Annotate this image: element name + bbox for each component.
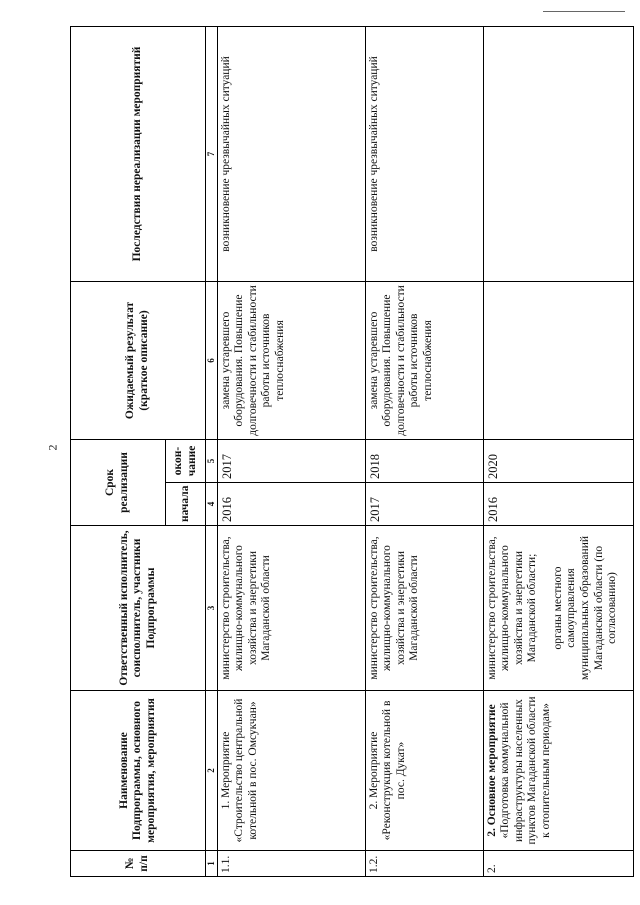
row-name <box>217 691 365 851</box>
row-consequences: возникновение чрезвычайных ситуаций <box>365 26 483 281</box>
column-numbers-row <box>206 26 218 876</box>
col-number: 3 <box>206 526 218 691</box>
table-row <box>217 26 365 876</box>
row-start: 2016 <box>483 483 633 526</box>
col-number: 7 <box>206 26 218 281</box>
row-num: 1.2. <box>365 851 483 877</box>
measure-description: «Подготовка коммунальной инфраструктуры населенных пунктов Магаданской области к отопительным периодам» <box>499 696 552 845</box>
measure-title: 1. Мероприятие <box>219 731 232 810</box>
table-row <box>365 26 483 876</box>
row-consequences <box>483 26 633 281</box>
header-responsible: Ответственный исполнитель, соисполнитель, участники Подпрограммы <box>71 526 206 691</box>
row-num: 2. <box>483 851 633 877</box>
measure-description: «Строительство центральной котельной в пос. Омсукчан» <box>233 698 259 843</box>
row-name <box>365 691 483 851</box>
row-end: 2020 <box>483 439 633 482</box>
row-consequences: возникновение чрезвычайных ситуаций <box>217 26 365 281</box>
row-result: замена устаревшего оборудования. Повышение долговечности и стабильности работы источников теплоснабжения <box>365 281 483 439</box>
header-num: № п/п <box>71 851 206 877</box>
measure-description: «Реконструкция котельной в пос. Дукат» <box>381 700 407 841</box>
spacer <box>540 529 552 687</box>
header-result: Ожидаемый результат (краткое описание) <box>71 281 206 439</box>
col-number: 1 <box>206 851 218 877</box>
page-number: 2 <box>45 444 60 451</box>
header-name: Наименование Подпрограммы, основного мероприятия, мероприятия <box>71 691 206 851</box>
header-consequences: Последствия нереализации мероприятий <box>71 26 206 281</box>
top-rule <box>543 11 625 12</box>
table-row <box>483 26 633 876</box>
col-number: 6 <box>206 281 218 439</box>
row-responsible: министерство строительства, жилищно-коммунального хозяйства и энергетики Магаданской области <box>365 526 483 691</box>
col-number: 4 <box>206 483 218 526</box>
measures-table <box>70 26 634 877</box>
row-responsible: министерство строительства, жилищно-коммунального хозяйства и энергетики Магаданской области <box>217 526 365 691</box>
row-end: 2018 <box>365 439 483 482</box>
col-number: 2 <box>206 691 218 851</box>
measure-title: 2. Основное мероприятие <box>485 704 498 837</box>
row-responsible <box>483 526 633 691</box>
row-result: замена устаревшего оборудования. Повышение долговечности и стабильности работы источников теплоснабжения <box>217 281 365 439</box>
header-end: окон-чание <box>166 439 206 482</box>
header-start: начала <box>166 483 206 526</box>
row-start: 2017 <box>365 483 483 526</box>
row-end: 2017 <box>217 439 365 482</box>
responsible-local-authorities: органы местного самоуправления муниципальных образований Магаданской области (по согласованию) <box>551 535 619 681</box>
row-name <box>483 691 633 851</box>
row-num: 1.1. <box>217 851 365 877</box>
row-result <box>483 281 633 439</box>
responsible-ministry: министерство строительства, жилищно-коммунального хозяйства и энергетики Магаданской области; <box>485 536 539 680</box>
header-term: Срок реализации <box>71 439 166 525</box>
rotated-table-container <box>70 27 628 877</box>
col-number: 5 <box>206 439 218 482</box>
row-start: 2016 <box>217 483 365 526</box>
measure-title: 2. Мероприятие <box>367 731 380 810</box>
